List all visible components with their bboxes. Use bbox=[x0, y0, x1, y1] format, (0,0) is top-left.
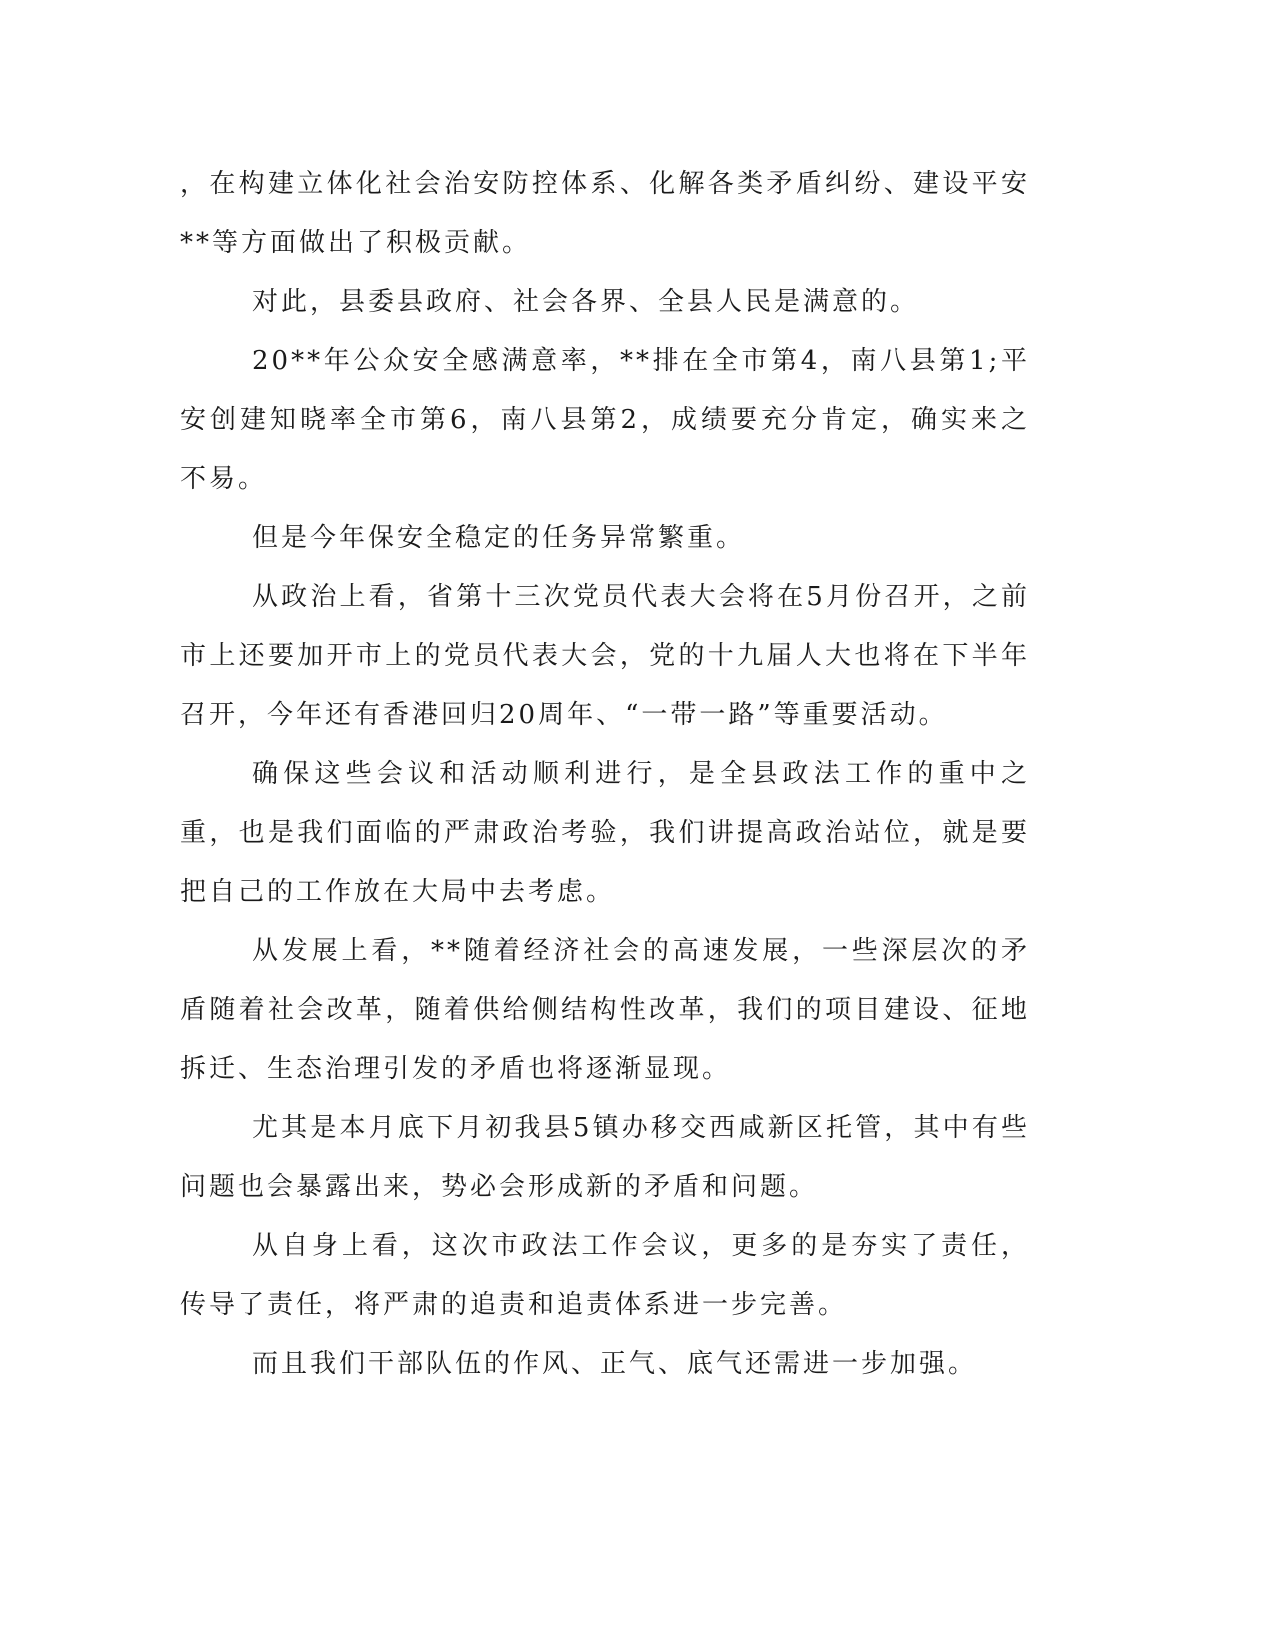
paragraph-6: 确保这些会议和活动顺利进行，是全县政法工作的重中之重，也是我们面临的严肃政治考验，我们讲提高政治站位，就是要把自己的工作放在大局中去考虑。 bbox=[180, 759, 1030, 907]
document-body bbox=[180, 155, 1030, 1394]
paragraph-5: 从政治上看，省第十三次党员代表大会将在5月份召开，之前市上还要加开市上的党员代表大会，党的十九届人大也将在下半年召开，今年还有香港回归20周年、“一带一路”等重要活动。 bbox=[180, 582, 1030, 730]
paragraph-9: 从自身上看，这次市政法工作会议，更多的是夯实了责任，传导了责任，将严肃的追责和追责体系进一步完善。 bbox=[180, 1231, 1030, 1320]
paragraph-8: 尤其是本月底下月初我县5镇办移交西咸新区托管，其中有些问题也会暴露出来，势必会形成新的矛盾和问题。 bbox=[180, 1113, 1030, 1202]
paragraph-3: 20**年公众安全感满意率，**排在全市第4，南八县第1;平安创建知晓率全市第6，南八县第2，成绩要充分肯定，确实来之不易。 bbox=[180, 346, 1030, 494]
paragraph-7: 从发展上看，**随着经济社会的高速发展，一些深层次的矛盾随着社会改革，随着供给侧结构性改革，我们的项目建设、征地拆迁、生态治理引发的矛盾也将逐渐显现。 bbox=[180, 936, 1030, 1084]
paragraph-4: 但是今年保安全稳定的任务异常繁重。 bbox=[252, 523, 746, 553]
paragraph-2: 对此，县委县政府、社会各界、全县人民是满意的。 bbox=[252, 287, 920, 317]
paragraph-1: ，在构建立体化社会治安防控体系、化解各类矛盾纠纷、建设平安**等方面做出了积极贡献。 bbox=[180, 169, 1030, 258]
paragraph-10: 而且我们干部队伍的作风、正气、底气还需进一步加强。 bbox=[252, 1349, 978, 1379]
